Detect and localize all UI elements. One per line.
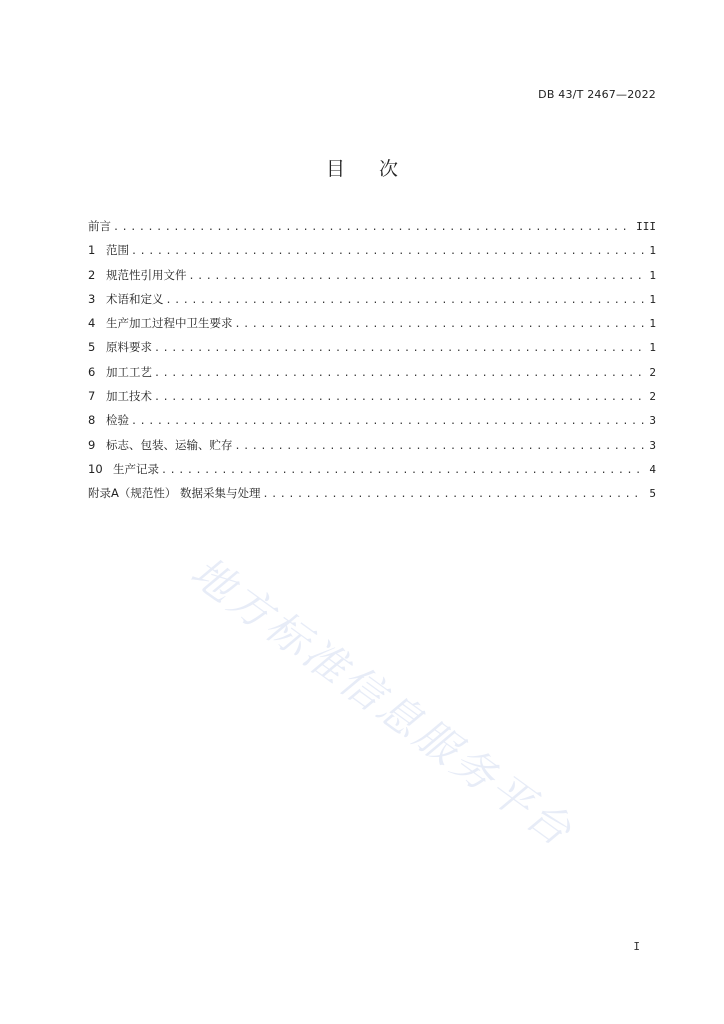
toc-entry-label: 附录A（规范性） 数据采集与处理 [88, 486, 261, 501]
toc-entry-page: 1 [649, 317, 656, 331]
toc-entry-foreword[interactable] [88, 218, 656, 242]
toc-leader-dots [131, 416, 644, 427]
toc-entry-page: 4 [649, 462, 656, 476]
toc-entry-label: 标志、包装、运输、贮存 [106, 437, 233, 452]
toc-entry-page: 1 [649, 341, 656, 355]
toc-entry-number: 6 [88, 364, 96, 379]
toc-entry-page: 1 [649, 292, 656, 306]
toc-entry-3[interactable] [88, 291, 656, 315]
toc-entry-number: 9 [88, 437, 96, 452]
toc-entry-label: 规范性引用文件 [106, 267, 187, 282]
page-number: I [633, 940, 640, 953]
toc-entry-number: 1 [88, 243, 96, 258]
toc-entry-page: 2 [649, 365, 656, 379]
toc-entry-6[interactable] [88, 364, 656, 388]
page-title: 目次 [325, 158, 432, 180]
toc-entry-number: 5 [88, 340, 96, 355]
toc-entry-page: 5 [649, 487, 656, 501]
toc-entry-8[interactable] [88, 412, 656, 436]
toc-entry-label: 生产加工过程中卫生要求 [106, 316, 233, 331]
toc-entry-page: 3 [649, 414, 656, 428]
toc-leader-dots [235, 441, 645, 452]
toc-leader-dots [154, 368, 644, 379]
toc-entry-1[interactable] [88, 242, 656, 266]
toc-entry-label: 加工技术 [106, 389, 152, 404]
toc-entry-5[interactable] [88, 339, 656, 363]
toc-leader-dots [189, 271, 645, 282]
toc-entry-label: 范围 [106, 243, 129, 258]
document-code: DB 43/T 2467—2022 [538, 88, 656, 101]
toc-entry-4[interactable] [88, 315, 656, 339]
toc-entry-2[interactable] [88, 267, 656, 291]
toc-leader-dots [113, 222, 632, 233]
toc-entry-10[interactable] [88, 461, 656, 485]
toc-entry-appendix-a[interactable] [88, 485, 656, 509]
toc-entry-number: 4 [88, 316, 96, 331]
toc-entry-7[interactable] [88, 388, 656, 412]
watermark: 地方标准信息服务平台 [182, 547, 584, 858]
toc-entry-number: 3 [88, 291, 96, 306]
toc-entry-page: 1 [649, 268, 656, 282]
toc-entry-label: 前言 [88, 219, 111, 233]
toc-entry-page: 1 [649, 244, 656, 258]
table-of-contents [88, 218, 656, 510]
toc-entry-number: 7 [88, 389, 96, 404]
toc-leader-dots [263, 489, 644, 500]
toc-entry-label: 生产记录 [113, 461, 159, 476]
toc-entry-page: 2 [649, 390, 656, 404]
toc-entry-label: 检验 [106, 413, 129, 428]
toc-entry-9[interactable] [88, 437, 656, 461]
toc-entry-label: 术语和定义 [106, 291, 164, 306]
toc-entry-page: 3 [649, 438, 656, 452]
toc-entry-label: 加工工艺 [106, 364, 152, 379]
toc-leader-dots [166, 295, 645, 306]
toc-entry-number: 2 [88, 267, 96, 282]
toc-entry-number: 10 [88, 461, 103, 476]
toc-entry-page: III [636, 220, 656, 233]
toc-leader-dots [235, 319, 645, 330]
toc-leader-dots [154, 343, 644, 354]
toc-leader-dots [131, 246, 644, 257]
toc-entry-label: 原料要求 [106, 340, 152, 355]
toc-leader-dots [161, 465, 644, 476]
toc-leader-dots [154, 392, 644, 403]
toc-entry-number: 8 [88, 413, 96, 428]
